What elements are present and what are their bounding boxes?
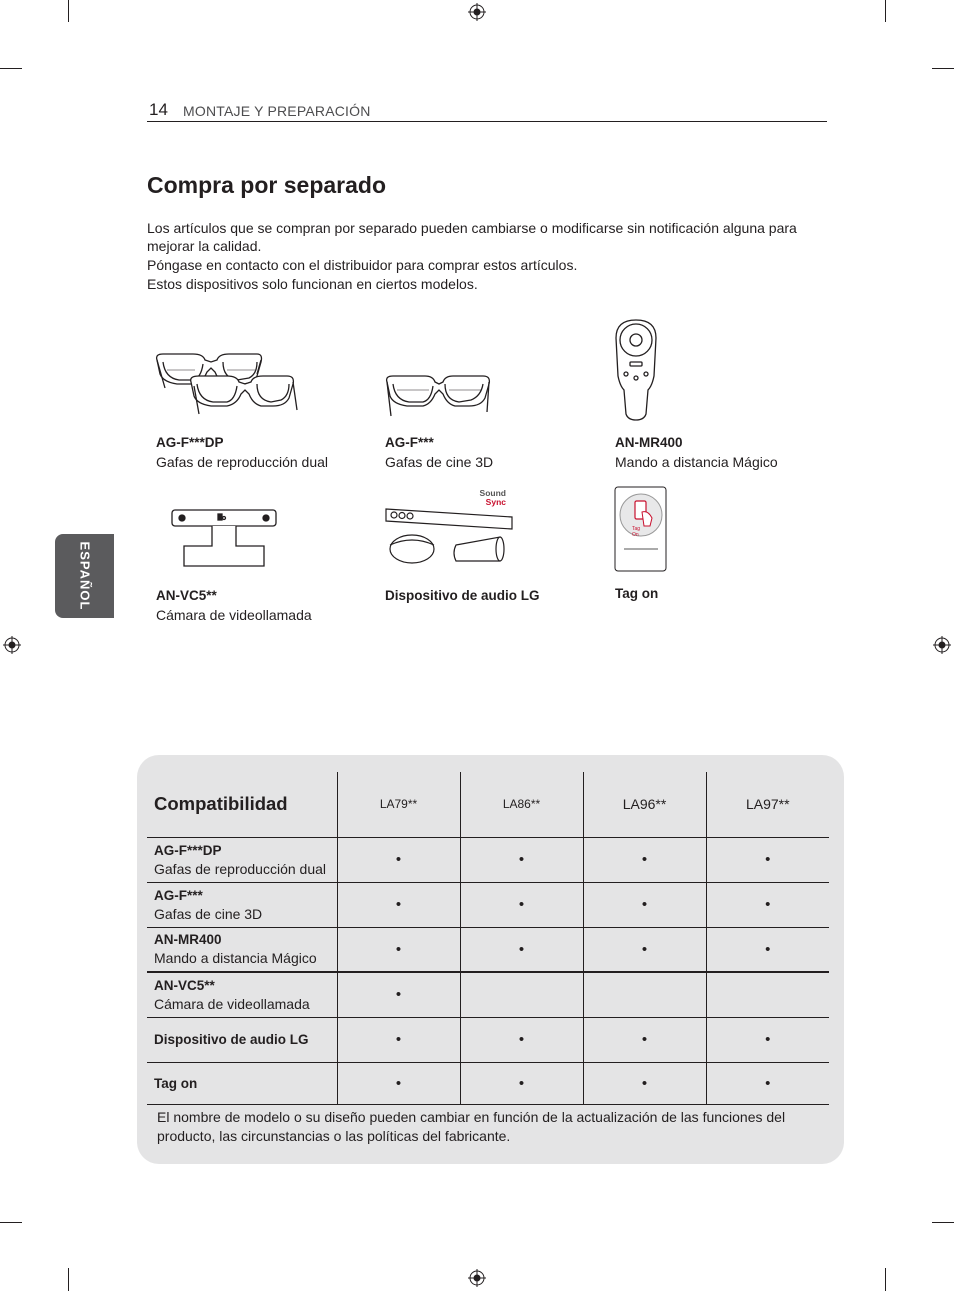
language-tab <box>55 534 114 618</box>
accessory-model: AN-MR400 <box>615 435 683 450</box>
row-label <box>147 837 337 882</box>
dual-glasses-icon <box>153 348 299 420</box>
sound-sync-text: Sync <box>485 497 506 507</box>
video-camera-icon <box>170 508 278 570</box>
intro-line: Los artículos que se compran por separado pueden cambiarse o modificarse sin notificación alguna para mejorar la calidad. <box>147 220 797 254</box>
compatibility-note: El nombre de modelo o su diseño pueden cambiar en función de la actualización de las funciones del producto, las circunstancias o las políticas del fabricante. <box>157 1109 786 1144</box>
compatibility-table <box>147 772 829 1105</box>
page-number: 14 <box>149 100 168 119</box>
audio-device-icon <box>384 505 516 569</box>
compat-mark: • <box>337 972 460 1017</box>
table-row <box>147 1017 829 1062</box>
compatibility-heading: Compatibilidad <box>147 772 337 837</box>
compat-mark: • <box>583 927 706 972</box>
accessory-model: Dispositivo de audio LG <box>385 588 540 603</box>
crop-mark <box>0 68 22 69</box>
compat-mark: • <box>460 1062 583 1104</box>
accessory-description: Mando a distancia Mágico <box>615 454 778 470</box>
accessory-description: Gafas de reproducción dual <box>156 454 328 470</box>
table-row <box>147 972 829 1017</box>
language-tab-label: ESPAÑOL <box>77 541 92 611</box>
row-model: AN-VC5** <box>154 977 215 993</box>
table-row <box>147 1062 829 1104</box>
compat-mark: • <box>460 927 583 972</box>
accessory-model: Tag on <box>615 586 659 601</box>
tag-on-icon <box>614 486 668 572</box>
compat-mark: • <box>706 927 829 972</box>
compat-mark: • <box>706 882 829 927</box>
magic-remote-icon <box>612 318 660 422</box>
row-description: Cámara de videollamada <box>154 995 310 1012</box>
compat-mark: • <box>460 882 583 927</box>
compat-mark: • <box>337 837 460 882</box>
column-header: LA79** <box>337 772 460 837</box>
row-model: AG-F*** <box>154 887 203 903</box>
column-header: LA86** <box>460 772 583 837</box>
compat-mark: • <box>460 837 583 882</box>
compat-mark: • <box>706 1017 829 1062</box>
crop-mark <box>885 0 886 22</box>
table-row <box>147 882 829 927</box>
intro-line: Póngase en contacto con el distribuidor para comprar estos artículos. <box>147 256 578 273</box>
compatibility-panel <box>137 755 844 1164</box>
page-header <box>147 100 827 122</box>
row-description: Mando a distancia Mágico <box>154 950 317 967</box>
compat-mark: • <box>706 1062 829 1104</box>
compat-mark: • <box>583 837 706 882</box>
row-model: Dispositivo de audio LG <box>154 1032 309 1047</box>
registration-mark-icon <box>468 3 486 21</box>
3d-glasses-icon <box>383 372 493 422</box>
sound-sync-text: Sound <box>479 488 506 498</box>
accessory-description: Gafas de cine 3D <box>385 454 494 470</box>
crop-mark <box>885 1268 886 1291</box>
compat-mark: • <box>706 837 829 882</box>
row-label <box>147 1062 337 1104</box>
table-header-row <box>147 772 829 837</box>
crop-mark <box>68 1268 69 1291</box>
registration-mark-icon <box>3 636 21 654</box>
crop-mark <box>932 1222 954 1223</box>
row-description: Gafas de cine 3D <box>154 905 263 922</box>
compat-mark: • <box>337 1017 460 1062</box>
column-header: LA96** <box>583 772 706 837</box>
compat-mark: • <box>337 1062 460 1104</box>
accessory-model: AG-F*** <box>385 435 434 450</box>
compat-mark <box>706 972 829 1017</box>
registration-mark-icon <box>933 636 951 654</box>
compat-mark: • <box>583 1017 706 1062</box>
compat-mark: • <box>460 1017 583 1062</box>
tag-on-mini-text: Tag On <box>632 526 641 538</box>
page-title: Compra por separado <box>147 172 386 198</box>
row-label <box>147 882 337 927</box>
row-label <box>147 927 337 972</box>
row-label <box>147 1017 337 1062</box>
accessory-model: AG-F***DP <box>156 435 224 450</box>
compat-mark: • <box>337 882 460 927</box>
row-model: AN-MR400 <box>154 932 222 948</box>
row-model: Tag on <box>154 1075 198 1091</box>
row-description: Gafas de reproducción dual <box>154 860 326 877</box>
intro-text <box>147 220 827 293</box>
table-row <box>147 837 829 882</box>
intro-line: Estos dispositivos solo funcionan en ciertos modelos. <box>147 275 478 292</box>
column-header: LA97** <box>706 772 829 837</box>
crop-mark <box>68 0 69 22</box>
registration-mark-icon <box>468 1269 486 1287</box>
compat-mark <box>583 972 706 1017</box>
crop-mark <box>932 68 954 69</box>
accessory-description: Cámara de videollamada <box>156 607 312 623</box>
crop-mark <box>0 1222 22 1223</box>
table-row <box>147 927 829 972</box>
row-model: AG-F***DP <box>154 842 222 858</box>
section-title: MONTAJE Y PREPARACIÓN <box>183 103 371 119</box>
compat-mark: • <box>583 1062 706 1104</box>
compat-mark <box>460 972 583 1017</box>
row-label <box>147 972 337 1017</box>
compat-mark: • <box>337 927 460 972</box>
accessory-model: AN-VC5** <box>156 588 217 603</box>
compat-mark: • <box>583 882 706 927</box>
